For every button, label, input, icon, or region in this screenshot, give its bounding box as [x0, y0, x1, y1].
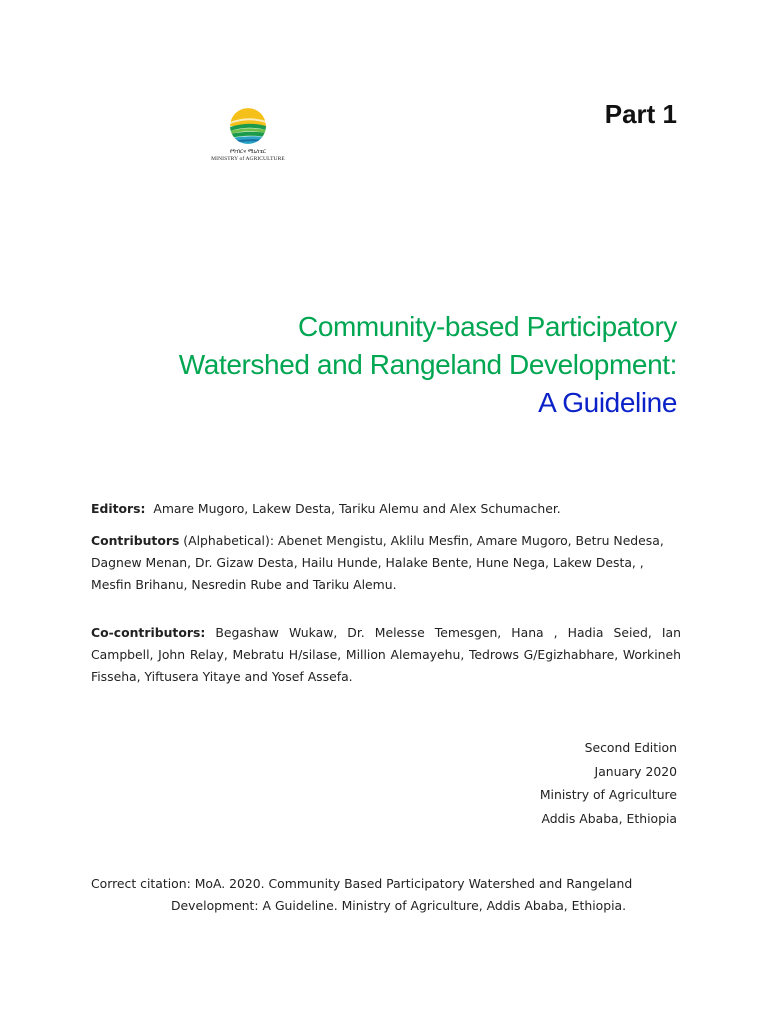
title-line-3: A Guideline — [538, 387, 677, 418]
editors-label: Editors: — [91, 501, 146, 516]
contributors-label: Contributors — [91, 533, 180, 548]
logo-english-text: MINISTRY of AGRICULTURE — [211, 156, 285, 162]
cocontributors-paragraph — [91, 622, 681, 688]
ministry-logo — [205, 106, 291, 168]
edition-location: Addis Ababa, Ethiopia — [541, 810, 677, 826]
ministry-of-agriculture-logo-icon — [228, 106, 268, 146]
cocontributors-names: Begashaw Wukaw, Dr. Melesse Temesgen, Hana , Hadia Seied, Ian Campbell, John Relay, Mebratu H/silase, Million Alemayehu, Tedrows G/Egizhabhare, Workineh Fisseha, Yiftusera Yitaye and Yosef Assefa. — [91, 625, 681, 684]
citation-line-1: Correct citation: MoA. 2020. Community Based Participatory Watershed and Rangeland — [91, 876, 633, 891]
title-line-2: Watershed and Rangeland Development: — [178, 349, 677, 380]
editors-names: Amare Mugoro, Lakew Desta, Tariku Alemu and Alex Schumacher. — [153, 501, 561, 516]
edition-date: January 2020 — [594, 763, 677, 779]
editors-paragraph — [91, 498, 681, 520]
citation-line-2: Development: A Guideline. Ministry of Agriculture, Addis Ababa, Ethiopia. — [171, 898, 627, 913]
title-line-1: Community-based Participatory — [298, 311, 677, 342]
edition-publisher: Ministry of Agriculture — [539, 787, 677, 802]
edition-text: Second Edition — [584, 740, 677, 755]
contributors-names: (Alphabetical): Abenet Mengistu, Aklilu Mesfin, Amare Mugoro, Betru Nedesa, Dagnew Menan, Dr. Gizaw Desta, Hailu Hunde, Halake Bente, Hune Nega, Lakew Desta, , Mesfin Brihanu, Nesredin Rube and Tariku Alemu. — [91, 533, 664, 592]
contributors-paragraph — [91, 530, 681, 596]
cocontributors-label: Co-contributors: — [91, 625, 206, 640]
part-label: Part 1 — [604, 99, 677, 129]
citation-paragraph — [91, 873, 691, 917]
document-title — [179, 308, 677, 422]
logo-amharic-text: የግብርና ሚኒስቴር — [229, 149, 267, 155]
edition-block — [540, 736, 677, 830]
